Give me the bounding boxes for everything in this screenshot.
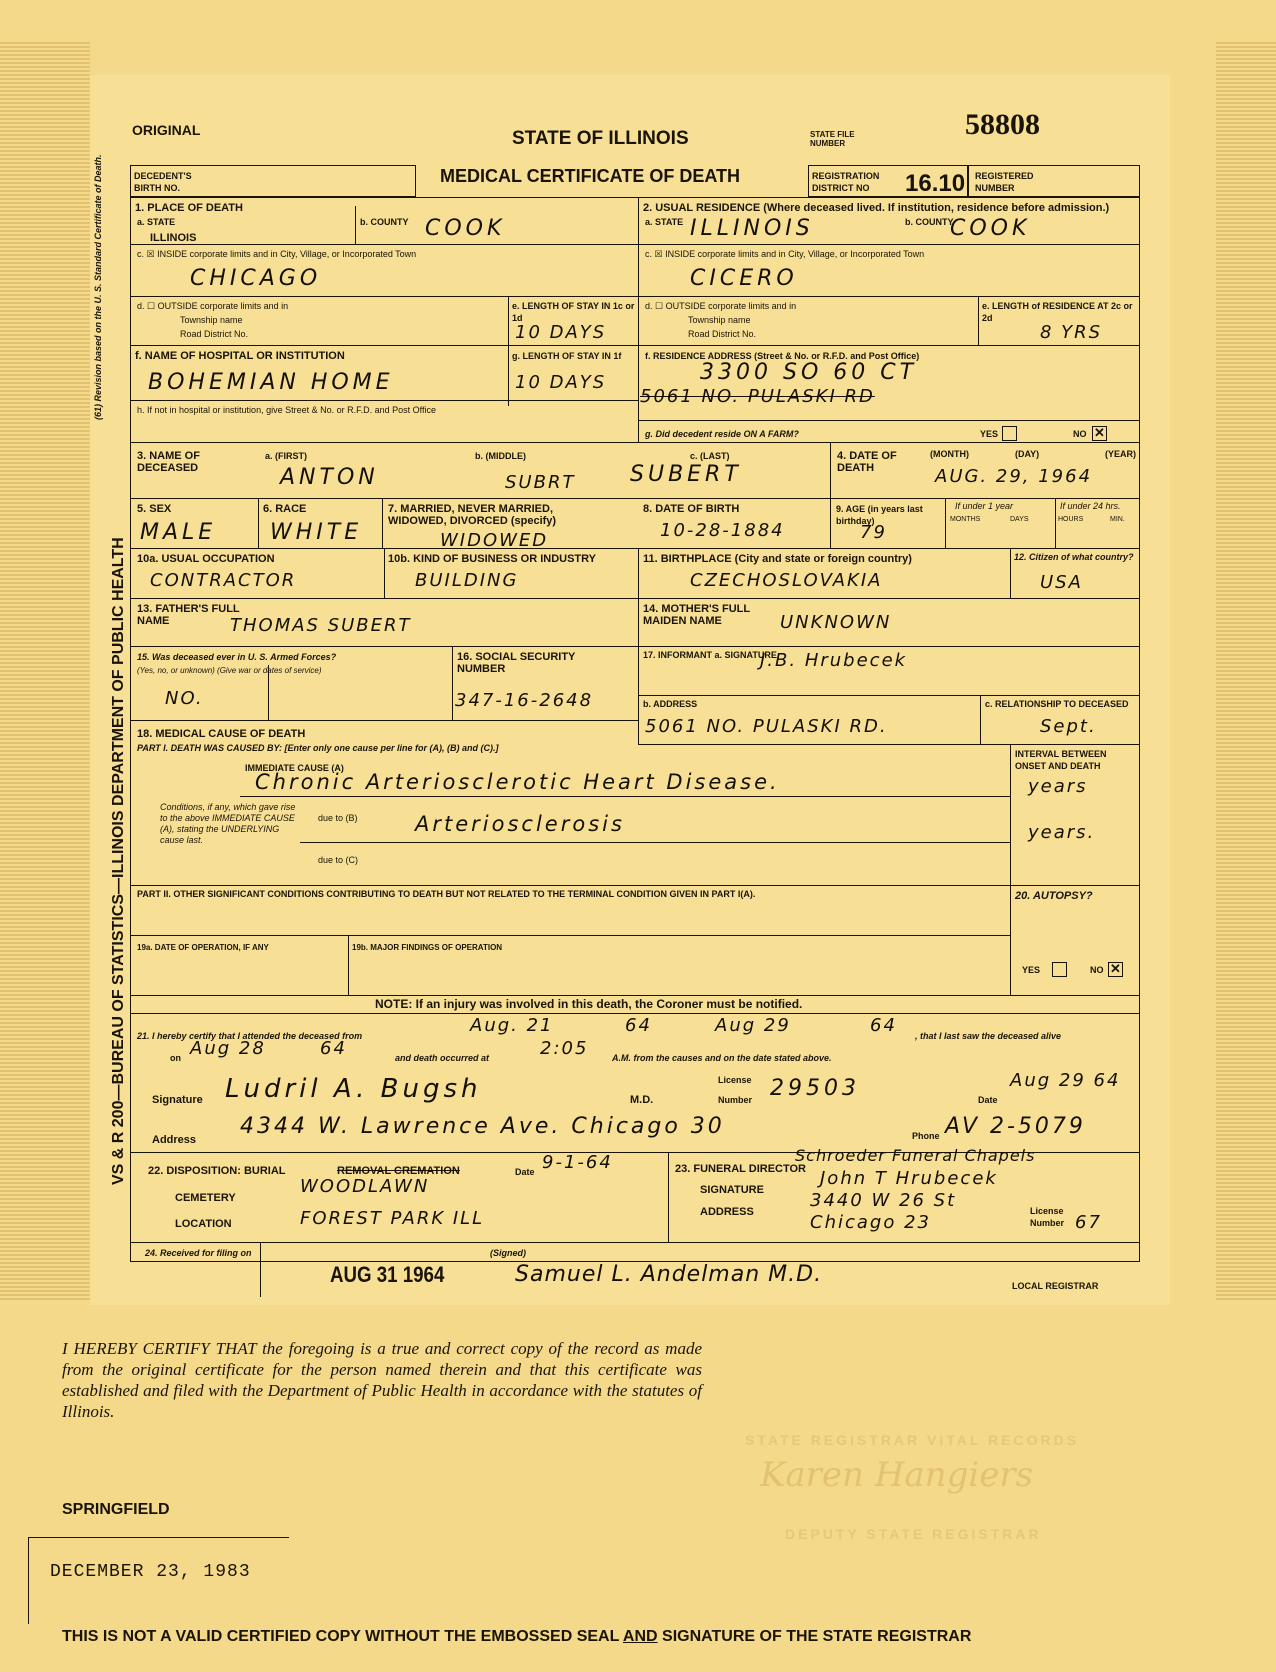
- paper-texture-left: [0, 40, 90, 1300]
- paper-texture-right: [1216, 40, 1276, 1300]
- local-registrar-label: LOCAL REGISTRAR: [1012, 1281, 1099, 1291]
- seal-top-text: STATE REGISTRAR VITAL RECORDS: [745, 1432, 1080, 1448]
- cert-to-date: Aug 29: [715, 1015, 791, 1036]
- cert-death-occurred: and death occurred at: [395, 1053, 490, 1063]
- res-road-label: Road District No.: [688, 329, 757, 339]
- occupation-label: 10a. USUAL OCCUPATION: [137, 553, 275, 565]
- res-state-label: a. STATE: [645, 217, 684, 227]
- footer-and: AND: [622, 1628, 658, 1645]
- funeral-signature-label: SIGNATURE: [700, 1184, 764, 1196]
- pod-length-stay-e: 10 DAYS: [515, 322, 607, 343]
- cert-phone-label: Phone: [912, 1131, 940, 1141]
- pod-outside-label: d. ☐ OUTSIDE corporate limits and in: [137, 301, 289, 311]
- received-date: AUG 31 1964: [330, 1262, 445, 1287]
- middle-label: b. (MIDDLE): [475, 451, 526, 461]
- cert-signature-label: Signature: [152, 1094, 203, 1106]
- last-name: SUBERT: [630, 462, 742, 487]
- days-label: DAYS: [1010, 516, 1029, 523]
- pod-length-stay-e-label: e. LENGTH OF STAY IN 1c or 1d: [512, 301, 635, 323]
- marital-label: 7. MARRIED, NEVER MARRIED, WIDOWED, DIVORCED (specify): [388, 503, 557, 527]
- disposition-struck: REMOVAL CREMATION: [337, 1165, 460, 1177]
- place-of-death-label: 1. PLACE OF DEATH: [135, 202, 243, 214]
- seal-bottom-text: DEPUTY STATE REGISTRAR: [785, 1526, 1042, 1542]
- disposition-label: 22. DISPOSITION: BURIAL: [148, 1165, 286, 1177]
- pod-inside-label: c. ☒ INSIDE corporate limits and in City, Village, or Incorporated Town: [137, 249, 417, 259]
- seal-signature: Karen Hangiers: [760, 1455, 1034, 1495]
- signed-label: (Signed): [490, 1248, 526, 1258]
- race-value: WHITE: [270, 520, 363, 545]
- last-label: c. (LAST): [690, 451, 730, 461]
- cert-address: 4344 W. Lawrence Ave. Chicago 30: [240, 1114, 725, 1139]
- due-b-label: due to (B): [318, 813, 358, 823]
- min-label: MIN.: [1110, 516, 1125, 523]
- age-value: 79: [860, 522, 887, 543]
- under24-label: If under 24 hrs.: [1060, 501, 1121, 511]
- funeral-address: 3440 W 26 St: [810, 1190, 957, 1211]
- first-label: a. (FIRST): [265, 451, 307, 461]
- pod-state-value: ILLINOIS: [150, 232, 197, 244]
- reg-district-label: REGISTRATION DISTRICT NO: [812, 171, 880, 193]
- res-address-value: 3300 SO 60 CT: [700, 360, 918, 385]
- year-label: (YEAR): [1105, 449, 1136, 459]
- name-label: 3. NAME OF DECEASED: [137, 450, 200, 474]
- inf-address-value: 5061 NO. PULASKI RD.: [645, 716, 888, 737]
- cert-last-saw: Aug 28: [190, 1038, 266, 1059]
- pod-road-label: Road District No.: [180, 329, 249, 339]
- registrar-signature: Samuel L. Andelman M.D.: [515, 1262, 823, 1287]
- business-value: BUILDING: [415, 570, 519, 591]
- cert-from-date: Aug. 21: [470, 1015, 554, 1036]
- state-title: STATE OF ILLINOIS: [512, 128, 689, 149]
- res-outside-label: d. ☐ OUTSIDE corporate limits and in: [645, 301, 797, 311]
- month-label: (MONTH): [930, 449, 969, 459]
- funeral-license: 67: [1075, 1212, 1102, 1233]
- attestation-text: I HEREBY CERTIFY THAT the foregoing is a true and correct copy of the record as made from the original certificate for the person named therein and that this certificate was established and filed with the Department of Public Health in accordance with the statutes of Illinois.: [62, 1339, 702, 1421]
- informant-label: 17. INFORMANT a. SIGNATURE: [643, 650, 777, 660]
- citizen-label: 12. Citizen of what country?: [1014, 552, 1134, 562]
- farm-no-label: NO: [1073, 429, 1087, 439]
- birthplace-value: CZECHOSLOVAKIA: [690, 570, 883, 591]
- sidebar-vertical-main: VS & R 200—BUREAU OF STATISTICS—ILLINOIS DEPARTMENT OF PUBLIC HEALTH: [110, 537, 127, 1185]
- autopsy-label: 20. AUTOPSY?: [1015, 890, 1093, 902]
- cert-on-label: on: [170, 1053, 181, 1063]
- res-county-label: b. COUNTY: [905, 217, 954, 227]
- marital-value: WIDOWED: [440, 530, 549, 551]
- res-state-value: ILLINOIS: [690, 216, 814, 241]
- business-label: 10b. KIND OF BUSINESS OR INDUSTRY: [388, 553, 597, 565]
- footer-part-b: SIGNATURE OF THE STATE REGISTRAR: [657, 1628, 972, 1645]
- farm-yes-label: YES: [980, 429, 999, 439]
- cause-label: 18. MEDICAL CAUSE OF DEATH: [137, 728, 306, 740]
- dob-value: 10-28-1884: [660, 520, 785, 541]
- autopsy-yes-label: YES: [1022, 965, 1041, 975]
- informant-signature: J.B. Hrubecek: [760, 650, 908, 671]
- registered-number-label: REGISTERED NUMBER: [975, 171, 1034, 193]
- under1-label: If under 1 year: [955, 501, 1014, 511]
- cert-date: Aug 29 64: [1010, 1070, 1121, 1091]
- date-death-label: 4. DATE OF DEATH: [837, 450, 897, 474]
- coroner-note: NOTE: If an injury was involved in this death, the Coroner must be notified.: [375, 997, 803, 1011]
- funeral-name: Schroeder Funeral Chapels: [795, 1146, 1036, 1165]
- res-length-value: 8 YRS: [1040, 322, 1103, 343]
- ssn-label: 16. SOCIAL SECURITY NUMBER: [457, 651, 576, 675]
- attestation-date: DECEMBER 23, 1983: [50, 1562, 251, 1582]
- funeral-address-2: Chicago 23: [810, 1212, 931, 1233]
- reg-district-value: 16.10: [905, 170, 966, 197]
- location-value: FOREST PARK ILL: [300, 1208, 485, 1229]
- mother-label: 14. MOTHER'S FULL MAIDEN NAME: [643, 603, 750, 627]
- dob-label: 8. DATE OF BIRTH: [643, 503, 740, 515]
- disposition-date: 9-1-64: [542, 1152, 613, 1173]
- cert-line-b: , that I last saw the deceased alive: [915, 1031, 1062, 1041]
- location-label: LOCATION: [175, 1218, 232, 1230]
- cert-to-year: 64: [870, 1015, 897, 1036]
- received-label: 24. Received for filing on: [145, 1248, 252, 1258]
- cert-signature: Ludril A. Bugsh: [225, 1074, 482, 1104]
- inf-address-label: b. ADDRESS: [643, 699, 698, 709]
- armed-label: 15. Was deceased ever in U. S. Armed Forces?: [137, 652, 337, 662]
- part2-label: PART II. OTHER SIGNIFICANT CONDITIONS CONTRIBUTING TO DEATH BUT NOT RELATED TO THE TERMINAL CONDITION GIVEN IN PART I(A).: [137, 889, 756, 899]
- interval-a: years: [1028, 776, 1088, 797]
- cert-time: 2:05: [540, 1038, 589, 1059]
- funeral-address-label: ADDRESS: [700, 1206, 754, 1218]
- cert-line-a: 21. I hereby certify that I attended the deceased from: [137, 1031, 363, 1041]
- occupation-value: CONTRACTOR: [150, 570, 297, 591]
- state-file-number: 58808: [965, 108, 1040, 141]
- ssn-value: 347-16-2648: [455, 690, 594, 711]
- relationship-value: Sept.: [1040, 716, 1097, 737]
- operation-date-label: 19a. DATE OF OPERATION, IF ANY: [137, 943, 269, 952]
- city-label: SPRINGFIELD: [62, 1501, 170, 1518]
- hours-label: HOURS: [1058, 516, 1084, 523]
- farm-label: g. Did decedent reside ON A FARM?: [645, 429, 799, 439]
- age-label: 9. AGE (in years last birthday): [836, 504, 923, 526]
- cemetery-value: WOODLAWN: [300, 1176, 430, 1197]
- pod-state-label: a. STATE: [137, 217, 176, 227]
- res-city-value: CICERO: [690, 266, 798, 291]
- day-label: (DAY): [1015, 449, 1040, 459]
- funeral-signature: John T Hrubecek: [820, 1168, 998, 1189]
- cert-from-year: 64: [625, 1015, 652, 1036]
- first-name: ANTON: [280, 465, 379, 490]
- pod-county-value: COOK: [425, 216, 506, 241]
- state-file-label: STATE FILE NUMBER: [810, 130, 855, 148]
- interval-label: INTERVAL BETWEEN ONSET AND DEATH: [1015, 749, 1107, 771]
- race-label: 6. RACE: [263, 503, 307, 515]
- residence-label: 2. USUAL RESIDENCE (Where deceased lived. If institution, residence before admission.): [643, 202, 1110, 214]
- cert-date-label: Date: [978, 1095, 998, 1105]
- birthplace-label: 11. BIRTHPLACE (City and state or foreign country): [643, 553, 912, 565]
- sex-label: 5. SEX: [137, 503, 172, 515]
- relationship-label: c. RELATIONSHIP TO DECEASED: [985, 699, 1129, 709]
- cemetery-label: CEMETERY: [175, 1192, 236, 1204]
- cert-last-saw-year: 64: [320, 1038, 347, 1059]
- pod-length-stay-g-label: g. LENGTH OF STAY IN 1f: [512, 351, 622, 361]
- cert-am: A.M. from the causes and on the date stated above.: [612, 1053, 832, 1063]
- pod-township-label: Township name: [180, 315, 243, 325]
- sidebar-vertical-note: (61) Revision based on the U. S. Standard Certificate of Death.: [93, 154, 103, 420]
- hospital-value: BOHEMIAN HOME: [148, 370, 394, 395]
- res-address-label: f. RESIDENCE ADDRESS (Street & No. or R.F.D. and Post Office): [645, 351, 920, 361]
- funeral-label: 23. FUNERAL DIRECTOR: [675, 1163, 807, 1175]
- cert-md: M.D.: [630, 1094, 654, 1106]
- mother-value: UNKNOWN: [780, 612, 892, 633]
- due-b-value: Arteriosclerosis: [415, 812, 625, 836]
- footer-part-a: THIS IS NOT A VALID CERTIFIED COPY WITHOUT THE EMBOSSED SEAL: [62, 1628, 623, 1645]
- validity-footer: [62, 1628, 971, 1646]
- birth-no-label: DECEDENT'S BIRTH NO.: [134, 171, 192, 193]
- pod-length-stay-g: 10 DAYS: [515, 372, 607, 393]
- original-label: ORIGINAL: [132, 122, 201, 138]
- conditions-label: Conditions, if any, which gave rise to the above IMMEDIATE CAUSE (A), stating the UNDERLYING cause last.: [160, 802, 296, 845]
- father-label: 13. FATHER'S FULL NAME: [137, 603, 240, 627]
- cert-license: 29503: [770, 1076, 860, 1101]
- part1-label: PART I. DEATH WAS CAUSED BY: [Enter only one cause per line for (A), (B) and (C).]: [137, 743, 499, 753]
- farm-no-checkbox-checked[interactable]: ✕: [1092, 426, 1107, 441]
- armed-value: NO.: [165, 688, 204, 709]
- res-address-struck: 5061 NO. PULASKI RD: [640, 386, 875, 407]
- cert-license-label: License Number: [718, 1075, 753, 1105]
- father-value: THOMAS SUBERT: [230, 615, 412, 636]
- res-inside-label: c. ☒ INSIDE corporate limits and in City, Village, or Incorporated Town: [645, 249, 925, 259]
- hospital-label: f. NAME OF HOSPITAL OR INSTITUTION: [135, 350, 345, 362]
- certificate-title: MEDICAL CERTIFICATE OF DEATH: [440, 166, 740, 186]
- operation-findings-label: 19b. MAJOR FINDINGS OF OPERATION: [352, 943, 503, 952]
- middle-name: SUBRT: [505, 472, 576, 493]
- pod-county-label: b. COUNTY: [360, 217, 409, 227]
- autopsy-no-label: NO: [1090, 965, 1104, 975]
- immediate-label: IMMEDIATE CAUSE (A): [245, 763, 344, 773]
- disposition-date-label: Date: [515, 1167, 535, 1177]
- farm-yes-checkbox[interactable]: [1002, 426, 1017, 441]
- res-township-label: Township name: [688, 315, 751, 325]
- funeral-license-label: License Number: [1030, 1206, 1065, 1228]
- cert-phone: AV 2-5079: [945, 1114, 1086, 1139]
- autopsy-no-checkbox-checked[interactable]: ✕: [1108, 962, 1123, 977]
- date-of-death: AUG. 29, 1964: [935, 466, 1093, 487]
- immediate-cause: Chronic Arteriosclerotic Heart Disease.: [255, 770, 780, 794]
- not-in-hospital-label: h. If not in hospital or institution, give Street & No. or R.F.D. and Post Office: [137, 405, 436, 415]
- armed-sub: (Yes, no, or unknown) (Give war or dates of service): [137, 666, 322, 675]
- res-length-label: e. LENGTH of RESIDENCE AT 2c or 2d: [982, 301, 1133, 323]
- res-county-value: COOK: [950, 216, 1031, 241]
- interval-b: years.: [1028, 822, 1096, 843]
- sex-value: MALE: [140, 520, 217, 545]
- cert-address-label: Address: [152, 1134, 197, 1146]
- citizen-value: USA: [1040, 572, 1083, 593]
- months-label: MONTHS: [950, 516, 981, 523]
- pod-city-value: CHICAGO: [190, 266, 322, 291]
- due-c-label: due to (C): [318, 855, 359, 865]
- autopsy-yes-checkbox[interactable]: [1052, 962, 1067, 977]
